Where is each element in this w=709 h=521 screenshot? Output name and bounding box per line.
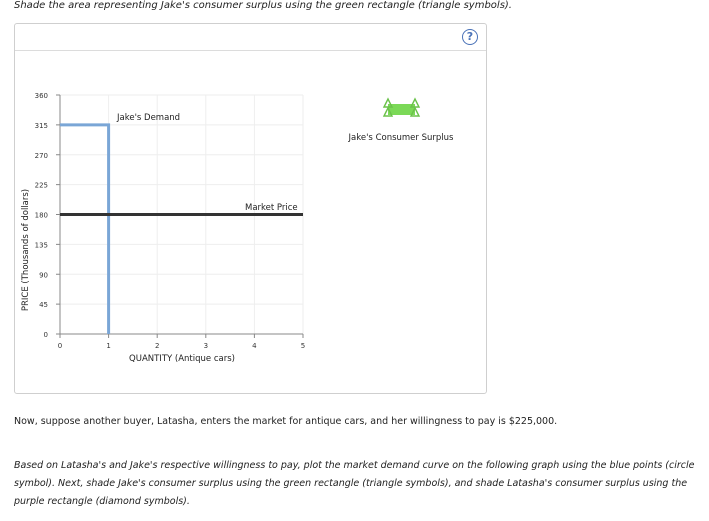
x-tick-label: 1 — [106, 342, 111, 350]
x-tick-label: 4 — [252, 342, 257, 350]
graph-series — [60, 125, 303, 334]
y-tick-label: 0 — [43, 331, 48, 339]
y-tick-label: 135 — [34, 241, 48, 250]
graph-axes — [56, 95, 303, 338]
x-tick-label: 3 — [203, 342, 209, 350]
y-tick-label: 360 — [34, 92, 48, 100]
surplus-rectangle-tool[interactable] — [384, 99, 419, 116]
market-price-label: Market Price — [245, 203, 298, 213]
x-tick-label: 5 — [300, 342, 306, 350]
question-mark-icon[interactable]: ? — [462, 29, 478, 45]
y-tick-label: 270 — [34, 151, 48, 160]
y-tick-label: 90 — [39, 271, 48, 280]
y-tick-label: 225 — [34, 181, 48, 190]
y-tick-label: 315 — [34, 121, 48, 130]
jakes-demand-label: Jake's Demand — [117, 113, 181, 123]
paragraph-instructions: Based on Latasha's and Jake's respective willingness to pay, plot the market demand curve on the following graph using the blue points (circle symbol). Next, shade Jake's consumer surplus using the green rectangle (triangle symbols), and shade Latasha's consumer surplus using the purple rectangle (diamond symbols). — [14, 460, 695, 507]
x-tick-labels — [58, 342, 305, 350]
x-tick-label: 0 — [57, 342, 63, 350]
y-tick-labels — [35, 92, 48, 339]
consumer-surplus-tool-label: Jake's Consumer Surplus — [348, 133, 454, 143]
x-axis-label: QUANTITY (Antique cars) — [129, 354, 235, 364]
paragraph-latasha: Now, suppose another buyer, Latasha, enters the market for antique cars, and her willingness to pay is $225,000. — [14, 416, 558, 427]
jakes-demand-line — [60, 125, 109, 334]
y-axis-label: PRICE (Thousands of dollars) — [21, 188, 31, 312]
instruction-text: Shade the area representing Jake's consumer surplus using the green rectangle (triangle symbols). — [14, 0, 512, 11]
y-tick-label: 45 — [39, 301, 48, 310]
x-tick-label: 2 — [154, 342, 160, 350]
y-tick-label: 180 — [34, 211, 48, 220]
